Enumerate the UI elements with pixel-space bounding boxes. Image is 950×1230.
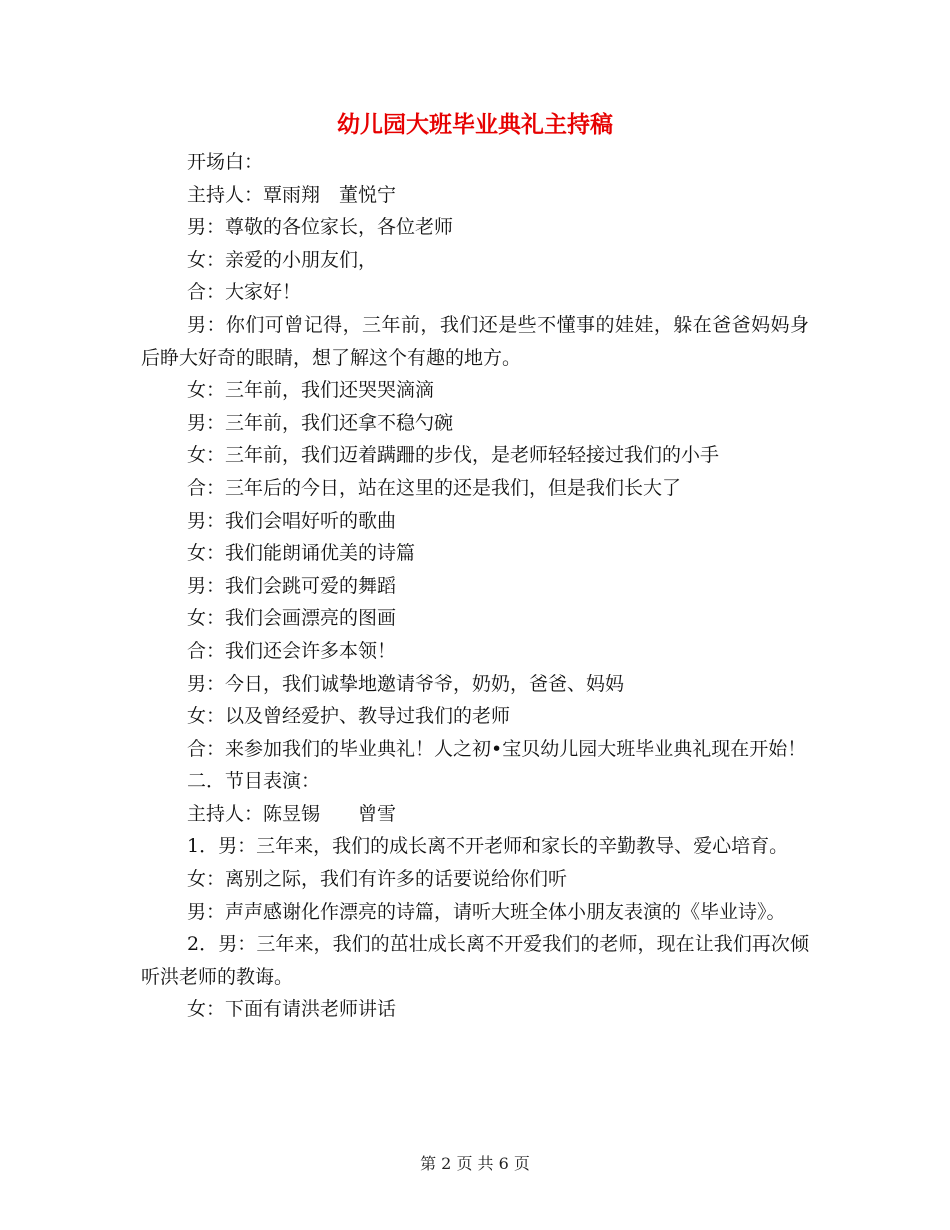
paragraph: 男：我们会跳可爱的舞蹈 (187, 574, 397, 597)
paragraph: 女：三年前，我们迈着蹒跚的步伐，是老师轻轻接过我们的小手 (187, 444, 720, 467)
paragraph: 女：我们会画漂亮的图画 (187, 607, 397, 630)
paragraph: 二．节目表演： (187, 770, 321, 793)
paragraph: 合：大家好！ (187, 281, 302, 304)
paragraph: 男：三年前，我们还拿不稳勺碗 (187, 411, 454, 434)
paragraph: 男：尊敬的各位家长，各位老师 (187, 216, 454, 239)
document-title: 幼儿园大班毕业典礼主持稿 (337, 111, 613, 138)
paragraph: 女：离别之际，我们有许多的话要说给你们听 (187, 868, 568, 891)
page-footer: 第 2 页 共 6 页 (420, 1154, 530, 1173)
paragraph: 主持人：陈昱锡 曾雪 (187, 802, 397, 825)
paragraph: 女：亲爱的小朋友们， (187, 248, 378, 271)
paragraph: 合：三年后的今日，站在这里的还是我们，但是我们长大了 (187, 476, 682, 499)
paragraph: 男：你们可曾记得，三年前，我们还是些不懂事的娃娃，躲在爸爸妈妈身后睁大好奇的眼睛，想了解这个有趣的地方。 (141, 313, 809, 369)
paragraph: 主持人：覃雨翔 董悦宁 (187, 183, 397, 206)
paragraph: 男：声声感谢化作漂亮的诗篇，请听大班全体小朋友表演的《毕业诗》。 (187, 900, 786, 923)
paragraph: 男：今日，我们诚挚地邀请爷爷，奶奶，爸爸、妈妈 (187, 672, 625, 695)
paragraph: 女：三年前，我们还哭哭滴滴 (187, 379, 435, 402)
paragraph: 2．男：三年来，我们的茁壮成长离不开爱我们的老师，现在让我们再次倾听洪老师的教诲。 (141, 933, 809, 988)
paragraph: 男：我们会唱好听的歌曲 (187, 509, 397, 532)
paragraph: 合：来参加我们的毕业典礼！人之初•宝贝幼儿园大班毕业典礼现在开始！ (187, 737, 807, 760)
document-body (141, 146, 809, 1026)
paragraph: 开场白： (187, 151, 264, 173)
paragraph: 女：下面有请洪老师讲话 (187, 998, 397, 1021)
paragraph: 女：以及曾经爱护、教导过我们的老师 (187, 705, 511, 728)
paragraph: 女：我们能朗诵优美的诗篇 (187, 542, 416, 565)
paragraph: 1．男：三年来，我们的成长离不开老师和家长的辛勤教导、爱心培育。 (187, 835, 789, 858)
paragraph: 合：我们还会许多本领！ (187, 639, 397, 662)
